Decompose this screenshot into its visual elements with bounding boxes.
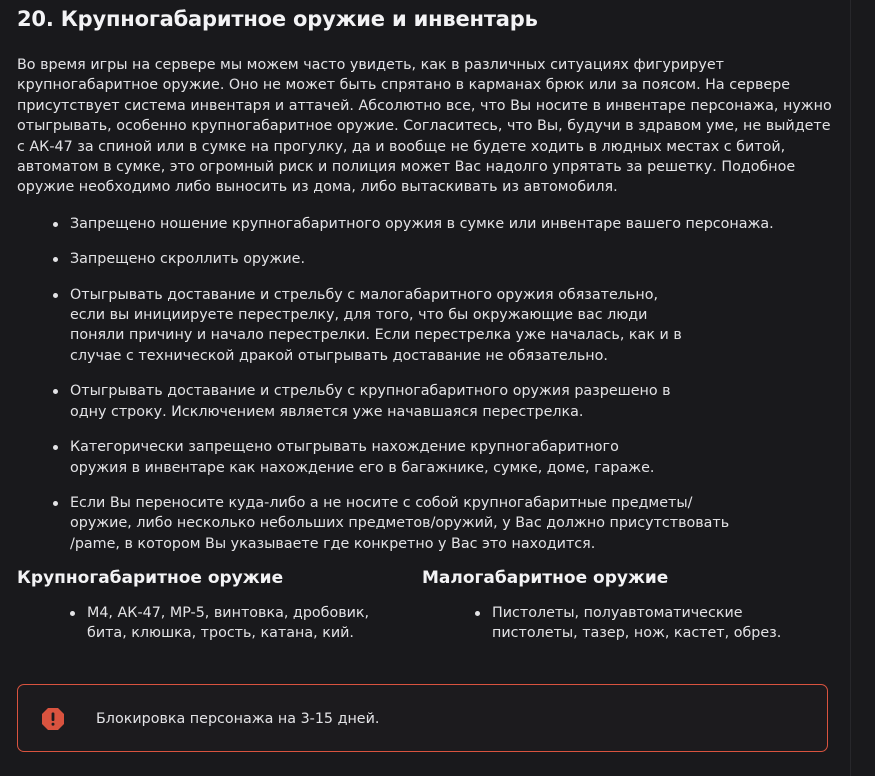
rule-item: Запрещено скроллить оружие. xyxy=(70,249,710,269)
stop-octagon-icon xyxy=(41,707,65,731)
small-weapons-item: Пистолеты, полуавтоматические пистолеты, тазер, нож, кастет, обрез. xyxy=(492,603,802,644)
scrollbar-track[interactable] xyxy=(850,0,875,776)
rule-item: Запрещено ношение крупногабаритного оружия в сумке или инвентаре вашего персонажа. xyxy=(70,214,830,234)
intro-paragraph: Во время игры на сервере мы можем часто увидеть, как в различных ситуациях фигурирует крупногабаритное оружие. Оно не может быть спрятано в карманах брюк или за поясом. На сервере присутствует система инвентаря и аттачей. Абсолютно все, что Вы носите в инвентаре персонажа, нужно отыгрывать, особенно крупногабаритное оружие. Согласитесь, что Вы, будучи в здравом уме, не выйдете с АК-47 за спиной или в сумке на прогулку, да и вообще не будете ходить в людных местах с битой, автоматом в сумке, это огромный риск и полиция может Вас надолго упрятать за решетку. Подобное оружие необходимо либо выносить из дома, либо вытаскивать из автомобиля. xyxy=(17,57,832,196)
rules-list xyxy=(17,214,837,554)
rule-item: Категорически запрещено отыгрывать нахождение крупногабаритного оружия в инвентаре как нахождение его в багажнике, сумке, доме, гараже. xyxy=(70,437,670,478)
large-weapons-list xyxy=(17,603,417,644)
rules-section xyxy=(17,0,837,727)
punishment-text: Блокировка персонажа на 3-15 дней. xyxy=(96,711,380,727)
small-weapons-title: Малогабаритное оружие xyxy=(422,568,669,588)
punishment-alert xyxy=(17,684,828,752)
section-heading: 20. Крупногабаритное оружие и инвентарь xyxy=(17,7,538,31)
rule-item: Отыгрывать доставание и стрельбу с крупногабаритного оружия разрешено в одну строку. Исключением является уже начавшаяся перестрелка. xyxy=(70,381,688,422)
small-weapons-list xyxy=(422,603,822,644)
large-weapons-column xyxy=(17,567,417,644)
rule-item: Если Вы переносите куда-либо а не носите с собой крупногабаритные предметы/ оружие, либо несколько небольших предметов/оружий, у Вас должно присутствовать /pame, в котором Вы указываете где конкретно у Вас это находится. xyxy=(70,493,750,554)
small-weapons-column xyxy=(422,567,822,644)
large-weapons-title: Крупногабаритное оружие xyxy=(17,568,284,588)
large-weapons-item: M4, АК-47, MP-5, винтовка, дробовик, бита, клюшка, трость, катана, кий. xyxy=(87,603,402,644)
rule-item: Отыгрывать доставание и стрельбу с малогабаритного оружия обязательно, если вы инициируете перестрелку, для того, что бы окружающие вас люди поняли причину и начало перестрелки. Если перестрелка уже началась, как и в случае с технической дракой отыгрывать доставание не обязательно. xyxy=(70,285,688,367)
